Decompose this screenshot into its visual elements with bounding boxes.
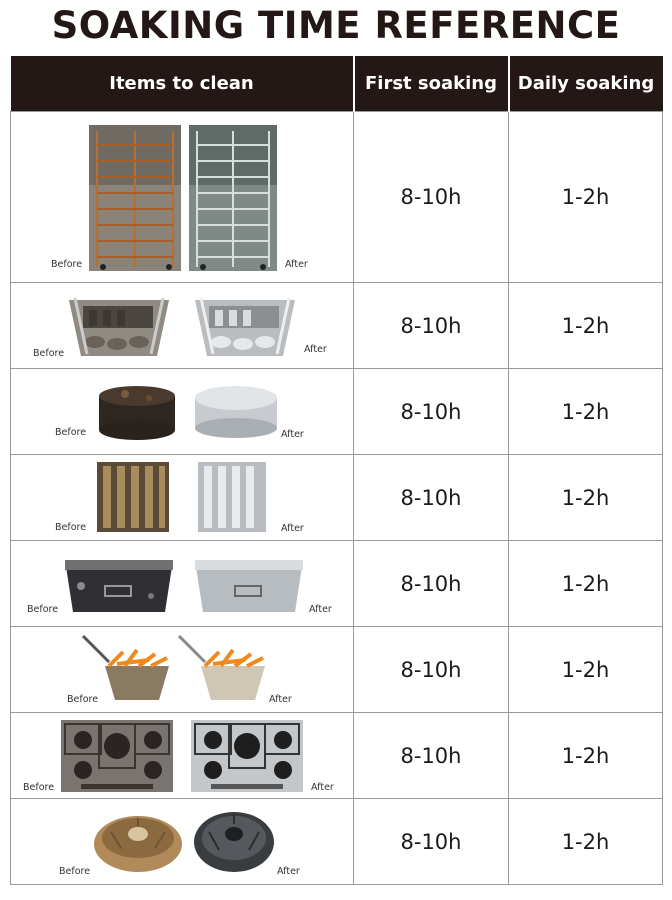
before-label: Before	[33, 347, 65, 359]
before-label: Before	[59, 865, 91, 877]
daily-soaking-value: 1-2h	[509, 799, 663, 885]
item-cell-bundt-pan	[11, 799, 354, 885]
rack-trolley-before-image	[89, 125, 181, 271]
table-row	[11, 799, 663, 885]
first-soaking-value: 8-10h	[354, 627, 509, 713]
after-label: After	[285, 258, 308, 270]
after-label: After	[277, 865, 300, 877]
soaking-time-table	[10, 56, 663, 885]
before-label: Before	[55, 521, 87, 533]
after-label: After	[311, 781, 334, 793]
daily-soaking-value: 1-2h	[509, 369, 663, 455]
first-soaking-value: 8-10h	[354, 541, 509, 627]
before-label: Before	[55, 426, 87, 438]
after-label: After	[269, 693, 292, 705]
gas-stove-after-image	[191, 720, 303, 792]
after-label: After	[304, 343, 327, 355]
item-cell-frying-basket	[11, 627, 354, 713]
cutlery-tray-after-image	[191, 292, 299, 358]
item-cell-gas-stove	[11, 713, 354, 799]
before-label: Before	[51, 258, 83, 270]
roasting-pan-after-image	[191, 556, 307, 616]
after-label: After	[309, 603, 332, 615]
after-label: After	[281, 428, 304, 440]
daily-soaking-value: 1-2h	[509, 541, 663, 627]
column-header-items: Items to clean	[11, 56, 354, 112]
after-label: After	[281, 522, 304, 534]
table-row	[11, 627, 663, 713]
first-soaking-value: 8-10h	[354, 283, 509, 369]
first-soaking-value: 8-10h	[354, 369, 509, 455]
frying-basket-after-image	[175, 632, 271, 706]
first-soaking-value: 8-10h	[354, 112, 509, 283]
before-label: Before	[67, 693, 99, 705]
bundt-pan-after-image	[191, 804, 277, 874]
item-cell-roasting-pan	[11, 541, 354, 627]
first-soaking-value: 8-10h	[354, 713, 509, 799]
cake-pan-before-image	[95, 378, 179, 444]
table-row	[11, 455, 663, 541]
page-title: SOAKING TIME REFERENCE	[51, 4, 621, 47]
item-cell-grease-filter	[11, 455, 354, 541]
table-row	[11, 541, 663, 627]
column-header-daily-soaking: Daily soaking	[509, 56, 663, 112]
cutlery-tray-before-image	[65, 292, 173, 358]
table-row	[11, 112, 663, 283]
item-cell-cake-pan	[11, 369, 354, 455]
table-row	[11, 369, 663, 455]
table-row	[11, 713, 663, 799]
first-soaking-value: 8-10h	[354, 799, 509, 885]
rack-trolley-after-image	[189, 125, 277, 271]
item-cell-cutlery-tray	[11, 283, 354, 369]
column-header-first-soaking: First soaking	[354, 56, 509, 112]
before-label: Before	[23, 781, 55, 793]
grease-filter-after-image	[198, 462, 266, 532]
daily-soaking-value: 1-2h	[509, 713, 663, 799]
daily-soaking-value: 1-2h	[509, 283, 663, 369]
daily-soaking-value: 1-2h	[509, 112, 663, 283]
daily-soaking-value: 1-2h	[509, 627, 663, 713]
cake-pan-after-image	[191, 378, 281, 444]
roasting-pan-before-image	[61, 556, 177, 616]
item-cell-rack-trolley	[11, 112, 354, 283]
table-header-row	[11, 56, 663, 112]
grease-filter-before-image	[97, 462, 169, 532]
daily-soaking-value: 1-2h	[509, 455, 663, 541]
first-soaking-value: 8-10h	[354, 455, 509, 541]
bundt-pan-before-image	[91, 804, 185, 874]
table-row	[11, 283, 663, 369]
before-label: Before	[27, 603, 59, 615]
gas-stove-before-image	[61, 720, 173, 792]
